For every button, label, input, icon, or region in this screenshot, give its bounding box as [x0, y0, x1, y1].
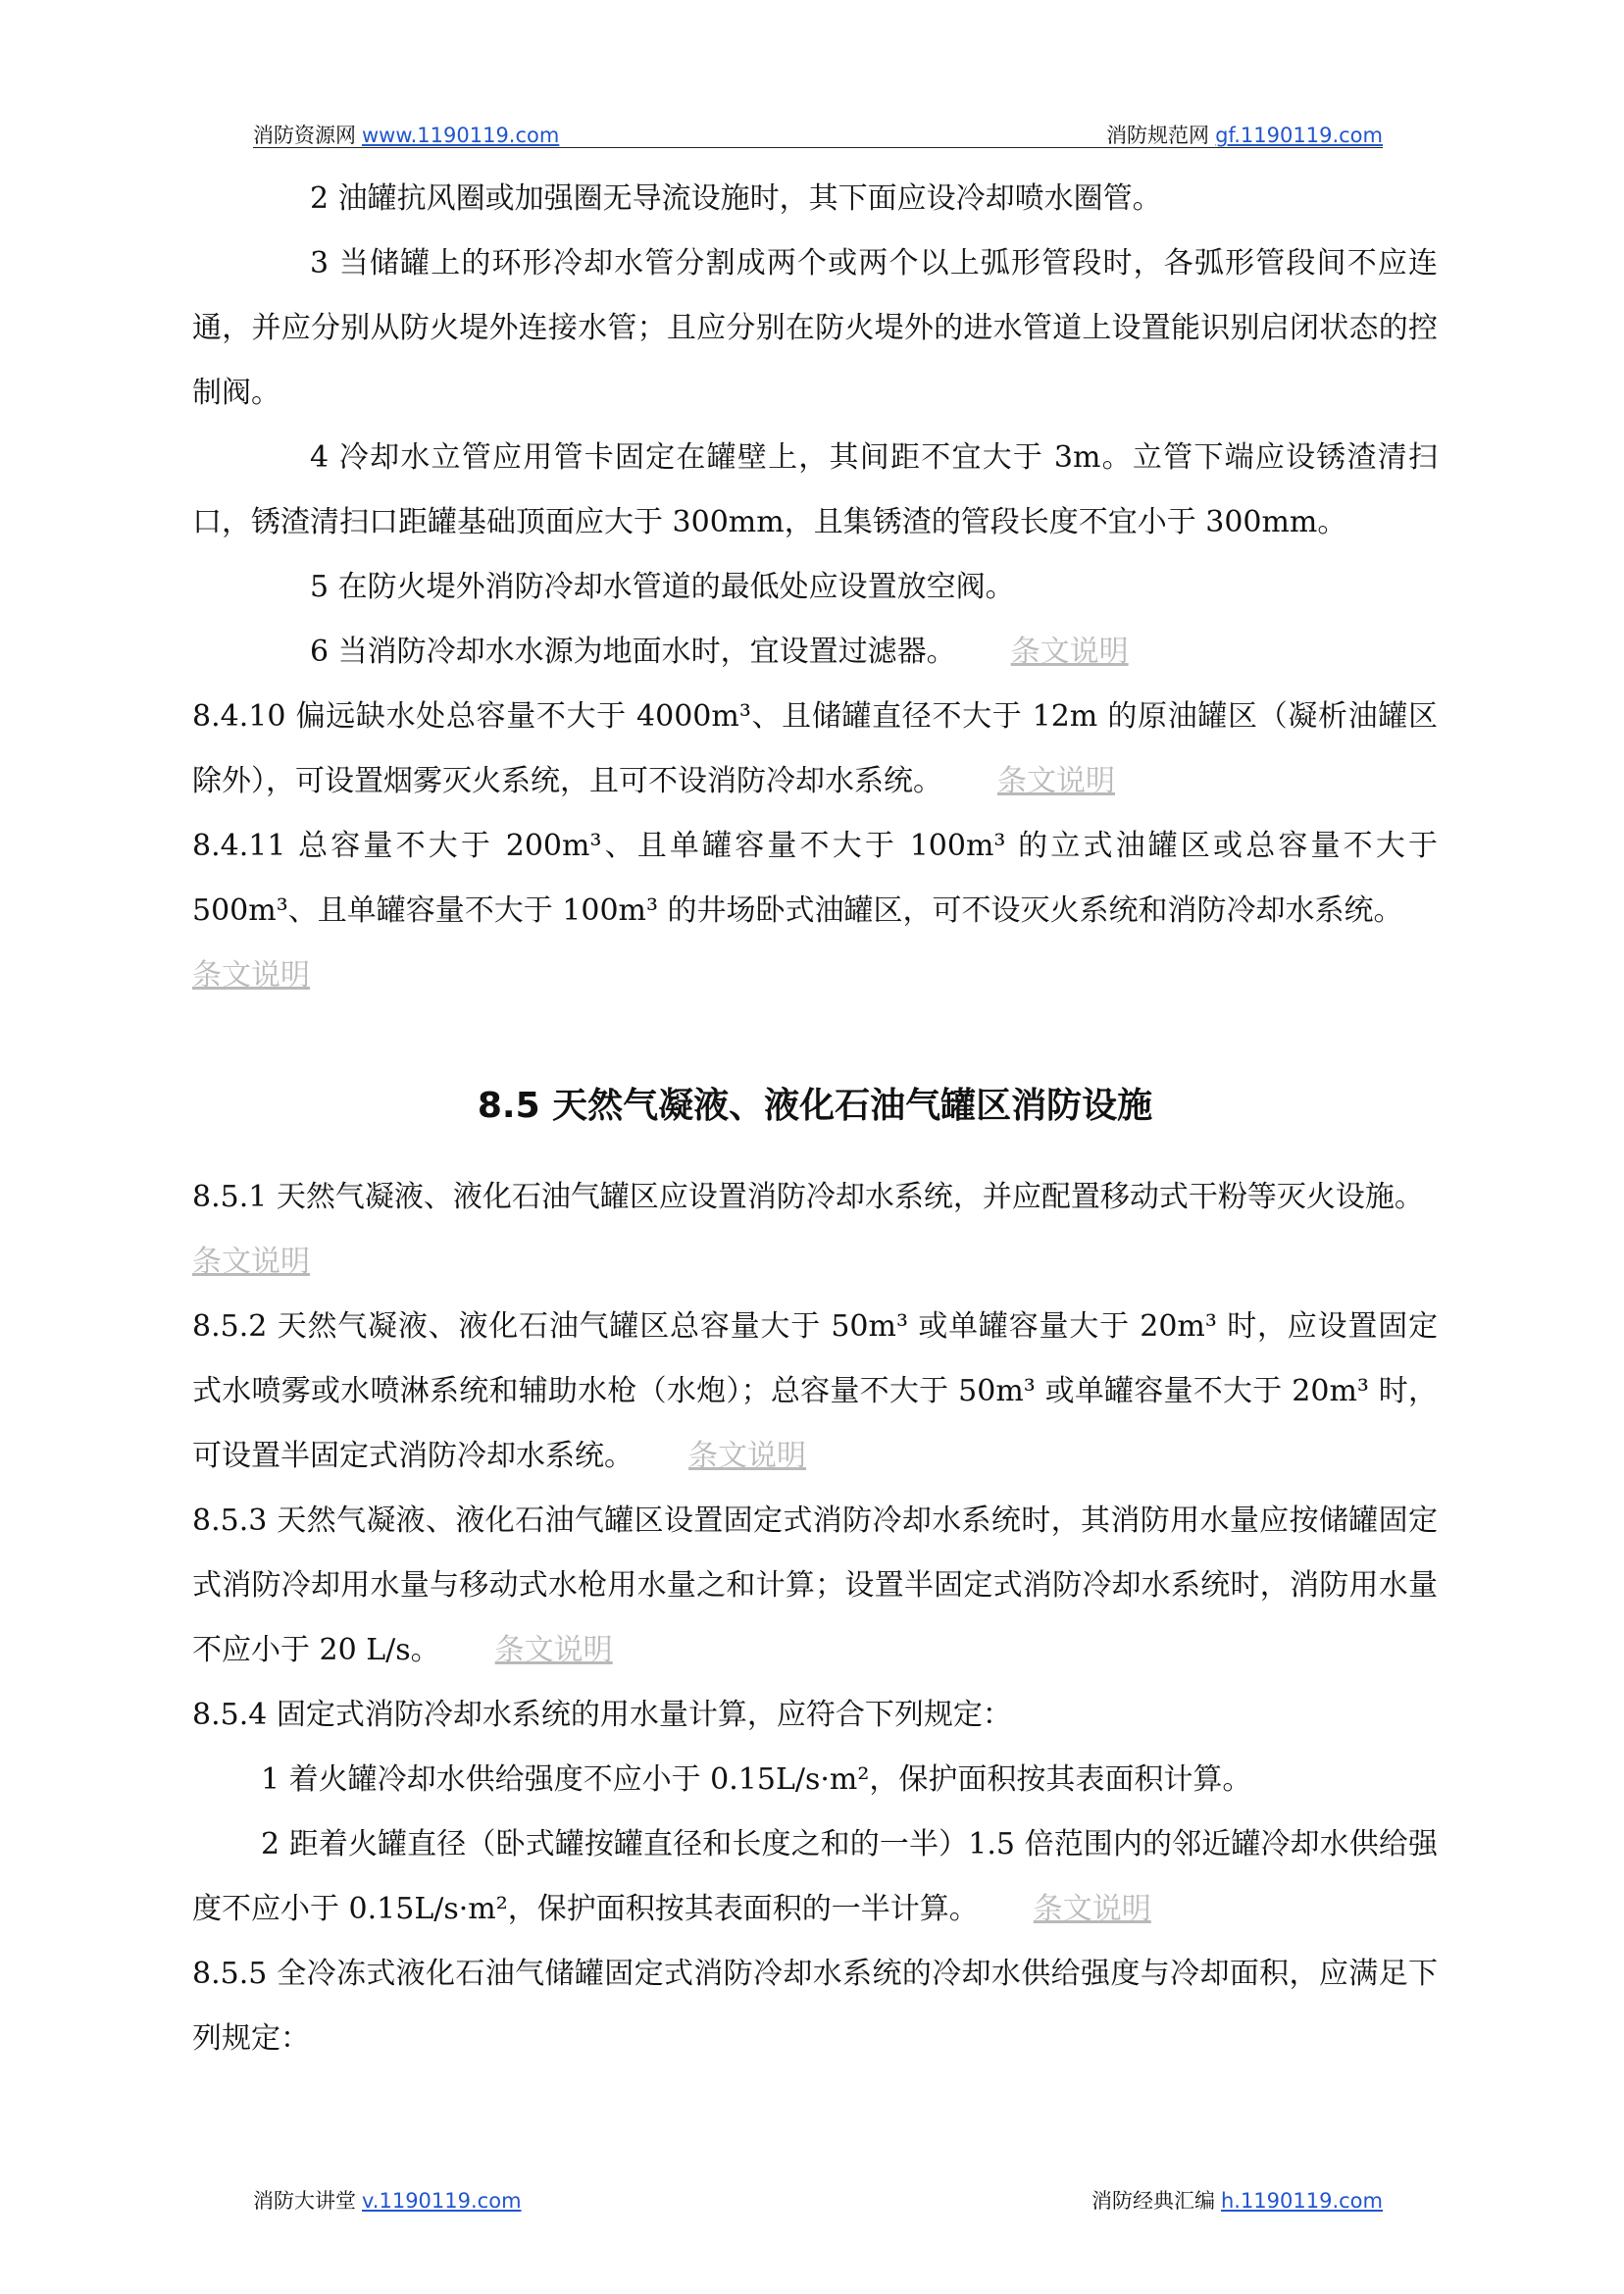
clause-8-5-3: 8.5.3 天然气凝液、液化石油气罐区设置固定式消防冷却水系统时，其消防用水量应按储罐固定式消防冷却用水量与移动式水枪用水量之和计算；设置半固定式消防冷却水系统时，消防用水量不应小于 20 L/s。 条文说明 [192, 1504, 1438, 1667]
clause-note-link[interactable]: 条文说明 [192, 958, 310, 993]
clause-note-link[interactable]: 条文说明 [997, 764, 1115, 798]
header-right [1106, 120, 1383, 149]
header-left-label: 消防资源网 [253, 124, 356, 147]
clause-note-link[interactable]: 条文说明 [494, 1633, 613, 1667]
header-right-label: 消防规范网 [1106, 124, 1210, 147]
clause-8-5-5: 8.5.5 全冷冻式液化石油气储罐固定式消防冷却水系统的冷却水供给强度与冷却面积，应满足下列规定： [192, 1957, 1438, 2056]
clause-8-4-10: 8.4.10 偏远缺水处总容量不大于 4000m³、且储罐直径不大于 12m 的原油罐区（凝析油罐区除外），可设置烟雾灭火系统，且可不设消防冷却水系统。 条文说明 [192, 699, 1438, 798]
header-left [253, 120, 559, 149]
clause-note-link[interactable]: 条文说明 [1033, 1892, 1151, 1926]
footer-left-label: 消防大讲堂 [253, 2189, 356, 2213]
clause-8-4-item-4: 4 冷却水立管应用管卡固定在罐壁上，其间距不宜大于 3m。立管下端应设锈渣清扫口，锈渣清扫口距罐基础顶面应大于 300mm，且集锈渣的管段长度不宜小于 300mm。 [192, 440, 1438, 539]
clause-8-5-4-item-1: 1 着火罐冷却水供给强度不应小于 0.15L/s·m²，保护面积按其表面积计算。 [261, 1762, 1252, 1797]
footer-left-link[interactable]: v.1190119.com [362, 2189, 522, 2213]
page-header [253, 116, 1383, 148]
footer-left [253, 2185, 522, 2215]
section-title: 8.5 天然气凝液、液化石油气罐区消防设施 [477, 1086, 1153, 1126]
clause-note-row [192, 1230, 1438, 1295]
header-left-link[interactable]: www.1190119.com [362, 124, 560, 147]
clause-8-4-item-6: 6 当消防冷却水水源为地面水时，宜设置过滤器。 条文说明 [310, 635, 1129, 669]
clause-8-5-2: 8.5.2 天然气凝液、液化石油气罐区总容量大于 50m³ 或单罐容量大于 20m³ 时，应设置固定式水喷雾或水喷淋系统和辅助水枪（水炮）；总容量不大于 50m³ 或单罐容量不大于 20m³ 时，可设置半固定式消防冷却水系统。 条文说明 [192, 1309, 1438, 1473]
clause-note-link[interactable]: 条文说明 [688, 1439, 806, 1473]
clause-8-4-item-2: 2 油罐抗风圈或加强圈无导流设施时，其下面应设冷却喷水圈管。 [310, 181, 1162, 216]
clause-8-4-item-5: 5 在防火堤外消防冷却水管道的最低处应设置放空阀。 [310, 570, 1015, 604]
footer-right-label: 消防经典汇编 [1091, 2189, 1215, 2213]
footer-right-link[interactable]: h.1190119.com [1220, 2189, 1383, 2213]
clause-note-link[interactable]: 条文说明 [1010, 635, 1129, 669]
clause-8-4-item-3: 3 当储罐上的环形冷却水管分割成两个或两个以上弧形管段时，各弧形管段间不应连通，并应分别从防火堤外连接水管；且应分别在防火堤外的进水管道上设置能识别启闭状态的控制阀。 [192, 246, 1438, 410]
document-body [192, 167, 1438, 2071]
clause-8-4-11: 8.4.11 总容量不大于 200m³、且单罐容量不大于 100m³ 的立式油罐区或总容量不大于 500m³、且单罐容量不大于 100m³ 的井场卧式油罐区，可不设灭火系统和消防冷却水系统。 [192, 829, 1438, 928]
header-right-link[interactable]: gf.1190119.com [1215, 124, 1383, 147]
clause-note-link[interactable]: 条文说明 [192, 1245, 310, 1279]
clause-8-5-4-item-2: 2 距着火罐直径（卧式罐按罐直径和长度之和的一半）1.5 倍范围内的邻近罐冷却水供给强度不应小于 0.15L/s·m²，保护面积按其表面积的一半计算。 条文说明 [192, 1827, 1438, 1926]
clause-8-5-4: 8.5.4 固定式消防冷却水系统的用水量计算，应符合下列规定： [192, 1698, 1012, 1732]
page-footer [253, 2185, 1383, 2218]
footer-right [1091, 2185, 1383, 2215]
clause-note-row [192, 943, 1438, 1008]
clause-8-5-1: 8.5.1 天然气凝液、液化石油气罐区应设置消防冷却水系统，并应配置移动式干粉等灭火设施。 [192, 1180, 1424, 1214]
